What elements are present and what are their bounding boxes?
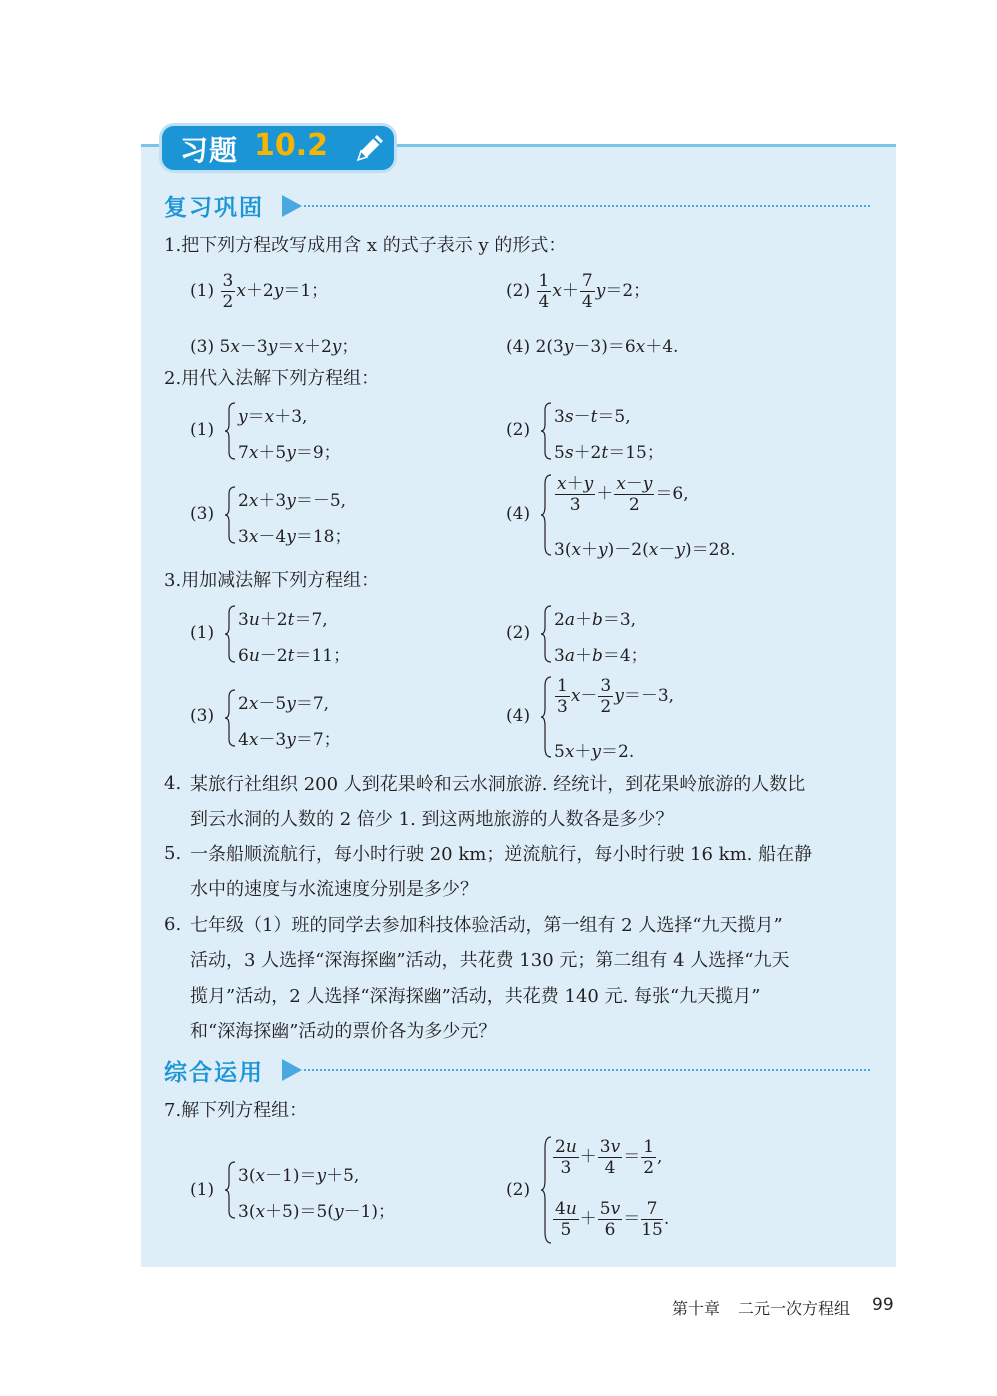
footer-chapter: 第十章 — [672, 1299, 721, 1318]
p1-item-3: (3) 5x－3y＝x＋2y； — [190, 337, 359, 357]
page-number: 99 — [872, 1295, 894, 1315]
exercise-number: 10.2 — [254, 128, 329, 163]
section-arrow-icon — [282, 195, 302, 217]
brace-icon — [224, 486, 236, 544]
fraction: $\frac{3}{2}$ — [222, 271, 234, 312]
p1-item-2: (2) $\frac{1}{4}$ x＋ $\frac{7}{4}$ y＝2； — [506, 271, 651, 312]
problem-7 — [164, 1099, 307, 1123]
item-label: (2) — [506, 1180, 531, 1200]
brace-icon — [224, 402, 236, 460]
equation: $\frac{x+y}{3}$ ＋ $\frac{x-y}{2}$ ＝6, — [557, 474, 689, 515]
section-title-comprehensive: 综合运用 — [164, 1060, 264, 1086]
brace-icon — [540, 474, 552, 556]
exercise-title-tab — [162, 126, 394, 170]
equation: 3(x＋y)－2(x－y)＝28. — [554, 540, 736, 560]
item-label: (3) — [190, 706, 215, 726]
problem-number: 6. — [164, 914, 182, 935]
equation: 7x＋5y＝9； — [238, 443, 341, 463]
item-label: (1) — [190, 281, 215, 301]
problem-5-line-1: 一条船顺流航行，每小时行驶 20 km；逆流航行，每小时行驶 16 km. 船在静 — [190, 844, 813, 865]
problem-5-line-2: 水中的速度与水流速度分别是多少？ — [190, 879, 478, 900]
equation: 3(x＋5)＝5(y－1)； — [238, 1202, 396, 1222]
brace-icon — [540, 605, 552, 663]
equation: 5s＋2t＝15； — [554, 443, 664, 463]
section-title-review: 复习巩固 — [164, 195, 264, 221]
problem-6-line-2: 活动，3 人选择“深海探幽”活动，共花费 130 元；第二组有 4 人选择“九天 — [190, 950, 790, 971]
brace-icon — [540, 676, 552, 758]
exercise-title: 习题 — [180, 134, 239, 167]
problem-1 — [164, 234, 566, 258]
item-label: (1) — [190, 420, 215, 440]
fraction: $\frac{7}{4}$ — [581, 271, 593, 312]
problem-6-line-4: 和“深海探幽”活动的票价各为多少元？ — [190, 1021, 497, 1042]
problem-4-line-2: 到云水洞的人数的 2 倍少 1. 到这两地旅游的人数各是多少？ — [190, 809, 674, 830]
footer-chapter-title: 二元一次方程组 — [738, 1299, 851, 1318]
section-arrow-icon — [282, 1059, 302, 1081]
equation: 2x＋3y＝－5, — [238, 491, 347, 511]
equation: 3s－t＝5, — [554, 407, 631, 427]
equation: $\frac{2u}{3}$ ＋ $\frac{3v}{4}$ ＝ $\frac{1}{2}$ , — [555, 1137, 663, 1178]
item-label: (1) — [190, 623, 215, 643]
item-label: (4) — [506, 706, 531, 726]
problem-number: 1. — [164, 235, 182, 256]
item-label: (1) — [190, 1180, 215, 1200]
fraction: $\frac{4u}{5}$ — [555, 1199, 577, 1240]
problem-4-line-1: 某旅行社组织 200 人到花果岭和云水洞旅游. 经统计，到花果岭旅游的人数比 — [190, 774, 806, 795]
item-label: (2) — [506, 281, 531, 301]
problem-text: 用代入法解下列方程组： — [181, 368, 380, 389]
equation: 2x－5y＝7, — [238, 694, 330, 714]
fraction: $\frac{3}{2}$ — [600, 676, 612, 717]
equation: $\frac{4u}{5}$ ＋ $\frac{5v}{6}$ ＝ $\frac{7}{15}$ . — [555, 1199, 670, 1240]
problem-2 — [164, 367, 379, 391]
fraction: $\frac{x+y}{3}$ — [557, 474, 594, 515]
pencil-icon — [352, 130, 388, 166]
brace-icon — [224, 689, 236, 747]
problem-text: 解下列方程组： — [181, 1100, 308, 1121]
equation: 3(x－1)＝y＋5, — [238, 1166, 360, 1186]
problem-6-line-3: 揽月”活动，2 人选择“深海探幽”活动，共花费 140 元. 每张“九天揽月” — [190, 986, 761, 1007]
problem-number: 4. — [164, 773, 182, 794]
problem-6-line-1: 七年级（1）班的同学去参加科技体验活动，第一组有 2 人选择“九天揽月” — [190, 915, 783, 936]
fraction: $\frac{3v}{4}$ — [599, 1137, 621, 1178]
problem-text: 用加减法解下列方程组： — [181, 570, 380, 591]
equation: 6u－2t＝11； — [238, 646, 351, 666]
p1-item-4: (4) 2(3y－3)＝6x＋4. — [506, 337, 679, 357]
brace-icon — [540, 1136, 552, 1244]
section-divider — [304, 1069, 870, 1071]
problem-number: 2. — [164, 368, 182, 389]
brace-icon — [540, 402, 552, 460]
equation: $\frac{1}{3}$ x－ $\frac{3}{2}$ y＝－3, — [557, 676, 675, 717]
item-label: (3) — [190, 504, 215, 524]
section-divider — [304, 205, 870, 207]
fraction: $\frac{5v}{6}$ — [599, 1199, 621, 1240]
equation: 3x－4y＝18； — [238, 527, 352, 547]
brace-icon — [224, 605, 236, 663]
fraction: $\frac{1}{2}$ — [643, 1137, 655, 1178]
problem-number: 3. — [164, 570, 182, 591]
fraction: $\frac{x-y}{2}$ — [616, 474, 653, 515]
equation: 4x－3y＝7； — [238, 730, 341, 750]
fraction: $\frac{2u}{3}$ — [555, 1137, 577, 1178]
fraction: $\frac{1}{4}$ — [538, 271, 550, 312]
problem-number: 5. — [164, 843, 182, 864]
problem-number: 7. — [164, 1100, 182, 1121]
equation: 3u＋2t＝7, — [238, 610, 328, 630]
equation: 2a＋b＝3, — [554, 610, 637, 630]
item-label: (3) — [190, 337, 215, 357]
p1-item-1: (1) $\frac{3}{2}$ x＋2y＝1； — [190, 271, 329, 312]
fraction: $\frac{1}{3}$ — [557, 676, 568, 717]
item-label: (4) — [506, 504, 531, 524]
brace-icon — [224, 1161, 236, 1219]
item-label: (2) — [506, 420, 531, 440]
item-label: (2) — [506, 623, 531, 643]
item-label: (4) — [506, 337, 531, 357]
equation: 3a＋b＝4； — [554, 646, 648, 666]
equation: y＝x＋3, — [238, 407, 308, 427]
problem-text: 把下列方程改写成用含 x 的式子表示 y 的形式： — [181, 235, 567, 256]
problem-3 — [164, 569, 379, 593]
equation: 5x＋y＝2. — [554, 742, 635, 762]
fraction: $\frac{7}{15}$ — [641, 1199, 663, 1240]
